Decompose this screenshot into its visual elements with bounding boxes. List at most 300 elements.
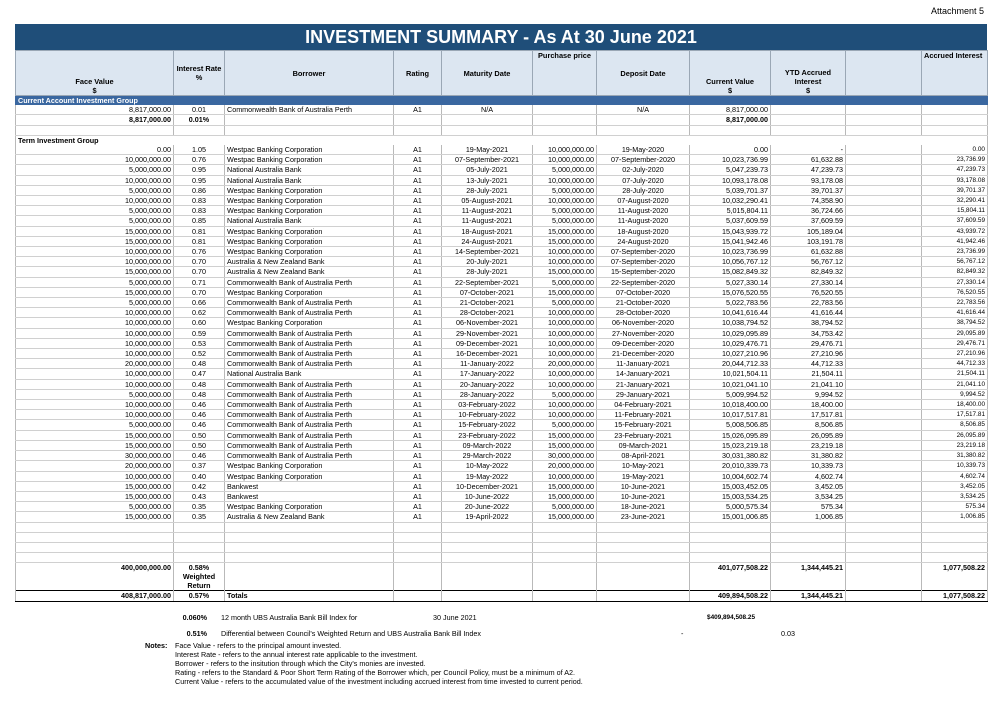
cell-ytd-accrued: 1,006.85 [771, 512, 846, 522]
cell-accrued-interest: 47,239.73 [922, 165, 988, 175]
cell-deposit-date: 04-February-2021 [597, 400, 690, 410]
cell-interest-rate: 0.70 [174, 287, 225, 297]
term-investment-row [16, 287, 988, 297]
cell-borrower: Westpac Banking Corporation [225, 185, 394, 195]
cell-accrued-interest: 37,609.59 [922, 216, 988, 226]
cell-ytd-accrued: 21,504.11 [771, 369, 846, 379]
cell-purchase-price: 10,000,000.00 [533, 308, 597, 318]
term-investment-row [16, 277, 988, 287]
cell-maturity-date: 28-January-2022 [442, 389, 533, 399]
cell-borrower: National Australia Bank [225, 175, 394, 185]
empty-row [16, 532, 988, 542]
cell-maturity-date: 09-March-2022 [442, 440, 533, 450]
cell-accrued-interest: 29,095.89 [922, 328, 988, 338]
grand-total-row [16, 591, 988, 601]
cell-accrued-interest: 32,290.41 [922, 196, 988, 206]
cell-maturity-date: 28-July-2021 [442, 185, 533, 195]
grand-total-rate: 0.57% [174, 591, 225, 601]
cell-blank [846, 318, 922, 328]
cell-maturity-date: 22-September-2021 [442, 277, 533, 287]
term-total-accrued: 1,077,508.22 [922, 563, 988, 573]
cell-maturity-date: 23-February-2022 [442, 430, 533, 440]
cell-face-value: 15,000,000.00 [16, 430, 174, 440]
term-investment-row [16, 379, 988, 389]
cell-current-value: 20,010,339.73 [690, 461, 771, 471]
term-investment-row [16, 349, 988, 359]
cell-borrower: National Australia Bank [225, 369, 394, 379]
cell-blank [846, 277, 922, 287]
cell-maturity-date: 13-July-2021 [442, 175, 533, 185]
cell-blank [846, 481, 922, 491]
cell-purchase-price: 10,000,000.00 [533, 318, 597, 328]
cell-blank [846, 400, 922, 410]
cell-purchase-price: 10,000,000.00 [533, 145, 597, 155]
cell-current-value: 10,056,767.12 [690, 257, 771, 267]
cell-accrued-interest: 93,178.08 [922, 175, 988, 185]
cell-interest-rate: 0.81 [174, 226, 225, 236]
cell-blank [846, 257, 922, 267]
cell-face-value: 10,000,000.00 [16, 338, 174, 348]
cell-deposit-date: 06-November-2020 [597, 318, 690, 328]
cell-interest-rate: 0.76 [174, 247, 225, 257]
cell-deposit-date: 09-December-2020 [597, 338, 690, 348]
cell-blank [846, 328, 922, 338]
cell-accrued-interest: 39,701.37 [922, 185, 988, 195]
cell-accrued-interest: 31,380.82 [922, 451, 988, 461]
header-ytd-accrued: YTD Accrued Interest $ [771, 51, 846, 96]
grand-total-current: 409,894,508.22 [690, 591, 771, 601]
cell-maturity-date: 29-November-2021 [442, 328, 533, 338]
cell-purchase-price: 20,000,000.00 [533, 461, 597, 471]
cell-current-value: 10,027,210.96 [690, 349, 771, 359]
cell-deposit-date: 15-September-2020 [597, 267, 690, 277]
cell-face-value: 5,000,000.00 [16, 277, 174, 287]
cell-accrued-interest: 23,736.99 [922, 247, 988, 257]
term-investment-row [16, 247, 988, 257]
header-maturity-date: Maturity Date [442, 51, 533, 96]
grand-total-ytd: 1,344,445.21 [771, 591, 846, 601]
cell-current-value: 10,023,736.99 [690, 247, 771, 257]
cell-ytd-accrued: 17,517.81 [771, 410, 846, 420]
subtotal-current-value: 8,817,000.00 [690, 115, 771, 125]
cell-purchase-price: 10,000,000.00 [533, 338, 597, 348]
cell-deposit-date: 09-March-2021 [597, 440, 690, 450]
cell-rating: A1 [394, 502, 442, 512]
cell-maturity: N/A [442, 105, 533, 115]
cell-deposit-date: 11-January-2021 [597, 359, 690, 369]
cell-blank [846, 236, 922, 246]
cell-ytd-accrued: 105,189.04 [771, 226, 846, 236]
term-investments [16, 145, 988, 563]
cell-borrower: Westpac Banking Corporation [225, 471, 394, 481]
cell-borrower: Commonwealth Bank of Australia Perth [225, 389, 394, 399]
investment-table [15, 50, 988, 602]
cell-interest-rate: 0.46 [174, 420, 225, 430]
cell-blank [846, 379, 922, 389]
cell-rating: A1 [394, 389, 442, 399]
cell-purchase-price: 10,000,000.00 [533, 328, 597, 338]
cell-purchase-price: 20,000,000.00 [533, 359, 597, 369]
cell-purchase-price: 5,000,000.00 [533, 420, 597, 430]
cell-ytd-accrued: 103,191.78 [771, 236, 846, 246]
cell-face-value: 10,000,000.00 [16, 196, 174, 206]
cell-blank [846, 491, 922, 501]
note-line: Interest Rate - refers to the annual interest rate applicable to the investment. [175, 650, 418, 659]
cell-borrower: Australia & New Zealand Bank [225, 512, 394, 522]
cell-accrued-interest: 1,006.85 [922, 512, 988, 522]
weighted-return-row [16, 572, 988, 591]
cell-current-value: 15,082,849.32 [690, 267, 771, 277]
cell-accrued-interest: 3,452.05 [922, 481, 988, 491]
cell-borrower: Commonwealth Bank of Australia Perth [225, 328, 394, 338]
cell-deposit-date: 21-October-2020 [597, 298, 690, 308]
cell-current-value: 15,043,939.72 [690, 226, 771, 236]
cell-ytd-accrued: 4,602.74 [771, 471, 846, 481]
cell-purchase-price: 15,000,000.00 [533, 430, 597, 440]
cell-borrower: Australia & New Zealand Bank [225, 257, 394, 267]
term-investment-row [16, 369, 988, 379]
cell-deposit-date: 08-April-2021 [597, 451, 690, 461]
cell-interest-rate: 0.46 [174, 400, 225, 410]
cell-rating: A1 [394, 236, 442, 246]
cell-borrower: Westpac Banking Corporation [225, 502, 394, 512]
cell-maturity-date: 10-February-2022 [442, 410, 533, 420]
cell-interest-rate: 0.70 [174, 267, 225, 277]
differential-value: 0.03 [781, 628, 795, 638]
cell-blank [846, 471, 922, 481]
term-investment-row [16, 328, 988, 338]
cell-blank [846, 267, 922, 277]
cell-accrued-interest: 29,476.71 [922, 338, 988, 348]
current-account-group-row [16, 96, 988, 106]
term-investment-row [16, 155, 988, 165]
cell-ytd-accrued: 29,476.71 [771, 338, 846, 348]
cell-purchase-price: 10,000,000.00 [533, 471, 597, 481]
cell-purchase-price: 10,000,000.00 [533, 349, 597, 359]
cell-deposit-date: 15-February-2021 [597, 420, 690, 430]
cell-borrower: Commonwealth Bank of Australia Perth [225, 338, 394, 348]
cell-purchase-price: 15,000,000.00 [533, 491, 597, 501]
cell-face-value: 10,000,000.00 [16, 328, 174, 338]
cell-ytd-accrued: 27,330.14 [771, 277, 846, 287]
cell-accrued-interest: 41,942.46 [922, 236, 988, 246]
cell-purchase-price: 5,000,000.00 [533, 298, 597, 308]
cell-current-value: 10,093,178.08 [690, 175, 771, 185]
header-purchase-price: Purchase price [533, 51, 597, 96]
differential-dash: - [681, 628, 684, 638]
cell-ytd-accrued: 22,783.56 [771, 298, 846, 308]
cell-purchase-price: 15,000,000.00 [533, 481, 597, 491]
cell-borrower: Commonwealth Bank of Australia Perth [225, 308, 394, 318]
subtotal-rate: 0.01% [174, 115, 225, 125]
cell-face-value: 10,000,000.00 [16, 349, 174, 359]
cell-rating: A1 [394, 165, 442, 175]
cell-face-value: 10,000,000.00 [16, 400, 174, 410]
cell-blank [846, 420, 922, 430]
cell-accrued-interest: 27,330.14 [922, 277, 988, 287]
empty-row [16, 553, 988, 563]
cell-ytd-accrued: 44,712.33 [771, 359, 846, 369]
cell-maturity-date: 05-July-2021 [442, 165, 533, 175]
cell-deposit-date: 07-September-2020 [597, 155, 690, 165]
cell-borrower: Commonwealth Bank of Australia Perth [225, 400, 394, 410]
cell-deposit-date: 21-January-2021 [597, 379, 690, 389]
cell-deposit-date: 07-July-2020 [597, 175, 690, 185]
cell-borrower: Bankwest [225, 491, 394, 501]
cell-deposit-date: 11-August-2020 [597, 216, 690, 226]
header-blank [846, 51, 922, 96]
cell-deposit-date: 07-October-2020 [597, 287, 690, 297]
cell-rating: A1 [394, 491, 442, 501]
cell-current-value: 15,003,452.05 [690, 481, 771, 491]
note-line: Borrower - refers to the insitution through which the City's monies are invested. [175, 659, 426, 668]
cell-blank [846, 451, 922, 461]
cell-current-value: 20,044,712.33 [690, 359, 771, 369]
cell-purchase-price: 5,000,000.00 [533, 502, 597, 512]
cell-borrower: Commonwealth Bank of Australia Perth [225, 420, 394, 430]
term-group-label: Term Investment Group [16, 135, 988, 145]
cell-interest-rate: 0.83 [174, 196, 225, 206]
term-investment-row [16, 420, 988, 430]
cell-deposit-date: 28-July-2020 [597, 185, 690, 195]
cell-rating: A1 [394, 349, 442, 359]
cell-interest-rate: 0.62 [174, 308, 225, 318]
cell-deposit-date: 28-October-2020 [597, 308, 690, 318]
cell-current-value: 10,018,400.00 [690, 400, 771, 410]
page-title: INVESTMENT SUMMARY - As At 30 June 2021 [15, 24, 987, 50]
cell-interest-rate: 0.40 [174, 471, 225, 481]
cell-face-value: 5,000,000.00 [16, 216, 174, 226]
term-investment-row [16, 308, 988, 318]
cell-borrower: Commonwealth Bank of Australia Perth [225, 359, 394, 369]
term-investment-row [16, 206, 988, 216]
cell-rating: A1 [394, 369, 442, 379]
cell-current-value: 10,032,290.41 [690, 196, 771, 206]
benchmark-row [15, 610, 757, 624]
cell-current-value: 5,000,575.34 [690, 502, 771, 512]
cell-face-value: 10,000,000.00 [16, 379, 174, 389]
cell-interest-rate: 0.52 [174, 349, 225, 359]
cell-deposit-date: 07-September-2020 [597, 257, 690, 267]
cell-maturity-date: 11-January-2022 [442, 359, 533, 369]
cell-maturity-date: 24-August-2021 [442, 236, 533, 246]
cell-face-value: 8,817,000.00 [16, 105, 174, 115]
cell-face-value: 10,000,000.00 [16, 369, 174, 379]
benchmark-rate: 0.060% [182, 612, 207, 622]
cell-borrower: Commonwealth Bank of Australia Perth [225, 440, 394, 450]
cell-interest-rate: 0.46 [174, 410, 225, 420]
cell-face-value: 15,000,000.00 [16, 481, 174, 491]
cell-maturity-date: 20-July-2021 [442, 257, 533, 267]
header-borrower: Borrower [225, 51, 394, 96]
cell-blank [846, 440, 922, 450]
cell-ytd-accrued: 34,753.42 [771, 328, 846, 338]
cell-face-value: 10,000,000.00 [16, 410, 174, 420]
cell-current-value: 0.00 [690, 145, 771, 155]
cell-purchase-price: 10,000,000.00 [533, 257, 597, 267]
cell-rating: A1 [394, 512, 442, 522]
cell-rating: A1 [394, 185, 442, 195]
note-line: Face Value - refers to the principal amount invested. [175, 641, 342, 650]
cell-borrower: Bankwest [225, 481, 394, 491]
cell-ytd-accrued: 18,400.00 [771, 400, 846, 410]
cell-current-value: 30,031,380.82 [690, 451, 771, 461]
cell-ytd-accrued: 8,506.85 [771, 420, 846, 430]
cell-accrued-interest: 82,849.32 [922, 267, 988, 277]
cell-accrued-interest: 21,041.10 [922, 379, 988, 389]
cell-maturity-date: 21-October-2021 [442, 298, 533, 308]
term-investment-row [16, 502, 988, 512]
cell-interest-rate: 0.35 [174, 502, 225, 512]
cell-rating: A1 [394, 267, 442, 277]
cell-current-value: 15,001,006.85 [690, 512, 771, 522]
cell-rating: A1 [394, 410, 442, 420]
cell-borrower: Commonwealth Bank of Australia Perth [225, 277, 394, 287]
cell-blank [846, 216, 922, 226]
cell-purchase [533, 105, 597, 115]
cell-accrued-interest: 41,616.44 [922, 308, 988, 318]
cell-rating: A1 [394, 379, 442, 389]
cell-rating: A1 [394, 318, 442, 328]
cell-accrued-interest: 18,400.00 [922, 400, 988, 410]
header-deposit-date: Deposit Date [597, 51, 690, 96]
cell-face-value: 5,000,000.00 [16, 389, 174, 399]
cell-rating: A1 [394, 145, 442, 155]
grand-total-accrued: 1,077,508.22 [922, 591, 988, 601]
cell-face-value: 30,000,000.00 [16, 451, 174, 461]
cell-borrower: Commonwealth Bank of Australia Perth [225, 105, 394, 115]
weighted-return-label: Weighted Return [174, 572, 225, 591]
cell-rating: A1 [394, 155, 442, 165]
cell-borrower: Westpac Banking Corporation [225, 226, 394, 236]
cell-maturity-date: 10-June-2022 [442, 491, 533, 501]
cell-maturity-date: 19-April-2022 [442, 512, 533, 522]
cell-purchase-price: 10,000,000.00 [533, 247, 597, 257]
cell-purchase-price: 5,000,000.00 [533, 206, 597, 216]
term-investment-row [16, 298, 988, 308]
cell-borrower: Commonwealth Bank of Australia Perth [225, 410, 394, 420]
cell-purchase-price: 10,000,000.00 [533, 410, 597, 420]
cell-interest-rate: 0.85 [174, 216, 225, 226]
cell-blank [846, 185, 922, 195]
cell-face-value: 15,000,000.00 [16, 512, 174, 522]
cell-blank [846, 338, 922, 348]
cell-deposit-date: 18-June-2021 [597, 502, 690, 512]
cell-accrued-interest: 23,219.18 [922, 440, 988, 450]
cell-blank [846, 145, 922, 155]
cell-borrower: Commonwealth Bank of Australia Perth [225, 379, 394, 389]
cell-maturity-date: 20-January-2022 [442, 379, 533, 389]
cell-purchase-price: 15,000,000.00 [533, 287, 597, 297]
current-account-group-label: Current Account Investment Group [16, 96, 988, 106]
cell-blank [846, 359, 922, 369]
cell-current-value: 10,023,736.99 [690, 155, 771, 165]
cell-accrued-interest: 10,339.73 [922, 461, 988, 471]
cell-borrower: National Australia Bank [225, 165, 394, 175]
cell-ytd-accrued: 36,724.66 [771, 206, 846, 216]
cell-current-value: 5,009,994.52 [690, 389, 771, 399]
cell-interest-rate: 0.50 [174, 430, 225, 440]
cell-purchase-price: 10,000,000.00 [533, 379, 597, 389]
cell-maturity-date: 16-December-2021 [442, 349, 533, 359]
empty-row [16, 542, 988, 552]
term-investment-row [16, 175, 988, 185]
cell-face-value: 20,000,000.00 [16, 359, 174, 369]
cell-deposit-date: 07-August-2020 [597, 196, 690, 206]
cell-interest-rate: 0.81 [174, 236, 225, 246]
cell-ytd-accrued: 31,380.82 [771, 451, 846, 461]
cell-face-value: 10,000,000.00 [16, 247, 174, 257]
cell-face-value: 10,000,000.00 [16, 257, 174, 267]
cell-maturity-date: 10-December-2021 [442, 481, 533, 491]
cell-rating: A1 [394, 338, 442, 348]
term-investment-row [16, 359, 988, 369]
cell-maturity-date: 29-March-2022 [442, 451, 533, 461]
cell-deposit: N/A [597, 105, 690, 115]
cell-ytd-accrued: 47,239.73 [771, 165, 846, 175]
cell-deposit-date: 29-January-2021 [597, 389, 690, 399]
cell-ytd-accrued: 76,520.55 [771, 287, 846, 297]
benchmark-date: 30 June 2021 [433, 612, 477, 622]
cell-rating: A1 [394, 461, 442, 471]
cell-rating: A1 [394, 105, 442, 115]
term-investment-row [16, 257, 988, 267]
cell-ytd-accrued: 26,095.89 [771, 430, 846, 440]
cell-ytd-accrued: 38,794.52 [771, 318, 846, 328]
cell-face-value: 10,000,000.00 [16, 308, 174, 318]
cell-accrued-interest: 76,520.55 [922, 287, 988, 297]
cell-interest-rate: 0.70 [174, 257, 225, 267]
term-investment-row [16, 196, 988, 206]
cell-accrued-interest: 38,794.52 [922, 318, 988, 328]
subtotal-face-value: 8,817,000.00 [16, 115, 174, 125]
cell-purchase-price: 10,000,000.00 [533, 155, 597, 165]
cell-accrued-interest: 0.00 [922, 145, 988, 155]
cell-accrued-interest: 17,517.81 [922, 410, 988, 420]
cell-current-value: 15,076,520.55 [690, 287, 771, 297]
cell-rating: A1 [394, 298, 442, 308]
cell-blank [846, 349, 922, 359]
benchmark-section [15, 610, 987, 640]
cell-ytd-accrued: 3,534.25 [771, 491, 846, 501]
cell-accrued-interest: 44,712.33 [922, 359, 988, 369]
cell-interest-rate: 0.60 [174, 318, 225, 328]
cell-blank [846, 105, 922, 115]
cell-face-value: 10,000,000.00 [16, 155, 174, 165]
cell-face-value: 15,000,000.00 [16, 287, 174, 297]
cell-face-value: 20,000,000.00 [16, 461, 174, 471]
cell-interest-rate: 0.48 [174, 379, 225, 389]
cell-maturity-date: 07-September-2021 [442, 155, 533, 165]
notes-label: Notes: [145, 641, 168, 650]
cell-accrued-interest: 3,534.25 [922, 491, 988, 501]
cell-current-value: 15,003,534.25 [690, 491, 771, 501]
cell-maturity-date: 28-July-2021 [442, 267, 533, 277]
cell-deposit-date: 23-June-2021 [597, 512, 690, 522]
cell-blank [846, 512, 922, 522]
cell-ytd-accrued: 74,358.90 [771, 196, 846, 206]
cell-accrued-interest: 9,994.52 [922, 389, 988, 399]
cell-current-value: 5,037,609.59 [690, 216, 771, 226]
cell-ytd-accrued: 9,994.52 [771, 389, 846, 399]
cell-interest-rate: 0.47 [174, 369, 225, 379]
cell-ytd-accrued: - [771, 145, 846, 155]
benchmark-value: $409,894,508.25 [707, 613, 755, 621]
cell-current-value: 10,029,476.71 [690, 338, 771, 348]
cell-current-value: 5,039,701.37 [690, 185, 771, 195]
cell-rating: A1 [394, 196, 442, 206]
cell-rating: A1 [394, 359, 442, 369]
